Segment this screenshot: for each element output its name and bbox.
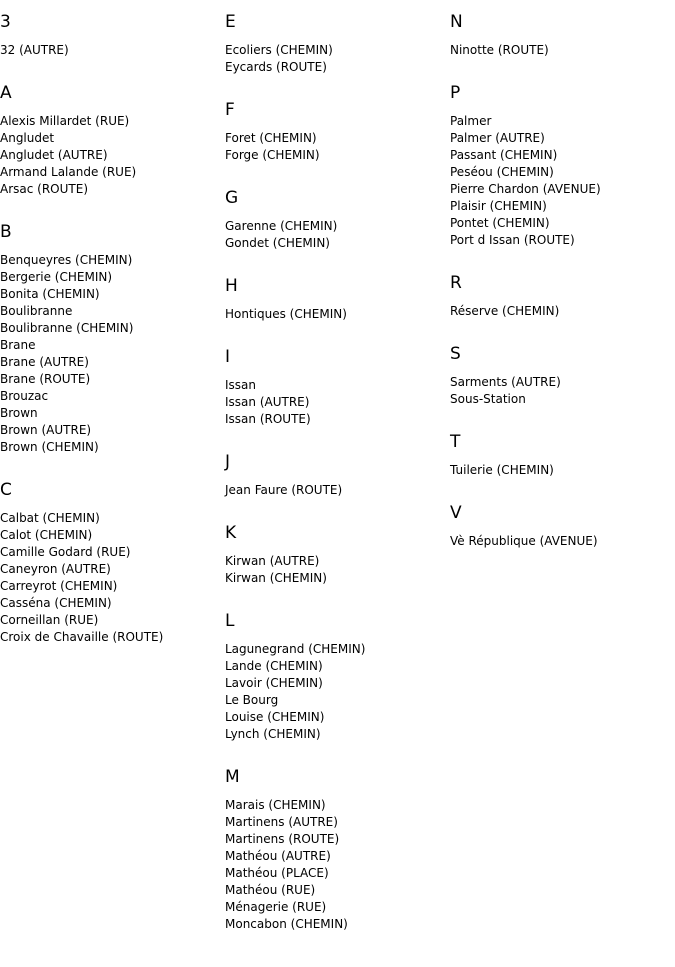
street-column-1	[0, 0, 220, 670]
street-link[interactable]: Alexis Millardet (RUE)	[0, 114, 130, 128]
street-link[interactable]: Lande (CHEMIN)	[225, 659, 323, 673]
street-link[interactable]: Vè République (AVENUE)	[450, 534, 598, 548]
street-link[interactable]: Garenne (CHEMIN)	[225, 219, 338, 233]
street-list	[225, 553, 445, 587]
street-list	[450, 462, 675, 479]
street-link[interactable]: Mathéou (RUE)	[225, 883, 316, 897]
street-link[interactable]: Calbat (CHEMIN)	[0, 511, 100, 525]
letter-heading: I	[225, 347, 231, 367]
street-column-3	[450, 0, 675, 574]
street-link[interactable]: Lagunegrand (CHEMIN)	[225, 642, 366, 656]
street-list	[450, 533, 675, 550]
letter-group	[225, 276, 445, 323]
street-link[interactable]: Gondet (CHEMIN)	[225, 236, 330, 250]
letter-heading: P	[450, 83, 461, 103]
street-link[interactable]: Louise (CHEMIN)	[225, 710, 325, 724]
street-link[interactable]: 32 (AUTRE)	[0, 43, 69, 57]
street-link[interactable]: Issan	[225, 378, 257, 392]
street-link[interactable]: Plaisir (CHEMIN)	[450, 199, 547, 213]
letter-group	[0, 222, 220, 456]
street-link[interactable]: Lavoir (CHEMIN)	[225, 676, 323, 690]
street-link[interactable]: Camille Godard (RUE)	[0, 545, 131, 559]
street-list	[225, 377, 445, 428]
street-link[interactable]: Pierre Chardon (AVENUE)	[450, 182, 601, 196]
street-link[interactable]: Benqueyres (CHEMIN)	[0, 253, 133, 267]
street-link[interactable]: Kirwan (CHEMIN)	[225, 571, 327, 585]
street-link[interactable]: Eycards (ROUTE)	[225, 60, 327, 74]
street-link[interactable]: Palmer	[450, 114, 492, 128]
letter-group	[225, 12, 445, 76]
letter-heading: A	[0, 83, 12, 103]
letter-heading: H	[225, 276, 238, 296]
street-list	[450, 374, 675, 408]
letter-heading: B	[0, 222, 12, 242]
street-link[interactable]: Forge (CHEMIN)	[225, 148, 320, 162]
street-list	[225, 641, 445, 743]
street-link[interactable]: Carreyrot (CHEMIN)	[0, 579, 118, 593]
street-link[interactable]: Mathéou (PLACE)	[225, 866, 329, 880]
letter-group	[225, 188, 445, 252]
street-list	[450, 113, 675, 249]
street-list	[225, 130, 445, 164]
street-link[interactable]: Hontiques (CHEMIN)	[225, 307, 347, 321]
street-link[interactable]: Marais (CHEMIN)	[225, 798, 326, 812]
street-link[interactable]: Martinens (ROUTE)	[225, 832, 340, 846]
letter-heading: 3	[0, 12, 11, 32]
letter-heading: G	[225, 188, 239, 208]
letter-heading: M	[225, 767, 240, 787]
street-link[interactable]: Issan (AUTRE)	[225, 395, 310, 409]
street-link[interactable]: Lynch (CHEMIN)	[225, 727, 321, 741]
street-link[interactable]: Brown (CHEMIN)	[0, 440, 99, 454]
street-link[interactable]: Croix de Chavaille (ROUTE)	[0, 630, 164, 644]
street-link[interactable]: Moncabon (CHEMIN)	[225, 917, 348, 931]
street-link[interactable]: Ménagerie (RUE)	[225, 900, 327, 914]
letter-group	[450, 344, 675, 408]
street-link[interactable]: Calot (CHEMIN)	[0, 528, 93, 542]
letter-group	[450, 12, 675, 59]
street-link[interactable]: Boulibranne	[0, 304, 73, 318]
street-link[interactable]: Arsac (ROUTE)	[0, 182, 89, 196]
letter-group	[450, 432, 675, 479]
street-link[interactable]: Peséou (CHEMIN)	[450, 165, 554, 179]
street-link[interactable]: Palmer (AUTRE)	[450, 131, 545, 145]
letter-group	[225, 100, 445, 164]
street-link[interactable]: Caneyron (AUTRE)	[0, 562, 111, 576]
street-link[interactable]: Brouzac	[0, 389, 49, 403]
street-list	[450, 303, 675, 320]
street-link[interactable]: Martinens (AUTRE)	[225, 815, 338, 829]
letter-group	[225, 611, 445, 743]
letter-heading: C	[0, 480, 12, 500]
street-list	[0, 42, 220, 59]
street-link[interactable]: Ecoliers (CHEMIN)	[225, 43, 333, 57]
letter-group	[450, 83, 675, 249]
street-link[interactable]: Port d Issan (ROUTE)	[450, 233, 575, 247]
street-list	[225, 42, 445, 76]
street-link[interactable]: Tuilerie (CHEMIN)	[450, 463, 554, 477]
street-link[interactable]: Le Bourg	[225, 693, 279, 707]
street-list	[225, 218, 445, 252]
street-link[interactable]: Sarments (AUTRE)	[450, 375, 561, 389]
street-link[interactable]: Boulibranne (CHEMIN)	[0, 321, 134, 335]
letter-heading: E	[225, 12, 236, 32]
street-list	[0, 510, 220, 646]
letter-group	[225, 347, 445, 428]
letter-group	[0, 480, 220, 646]
letter-heading: L	[225, 611, 235, 631]
street-link[interactable]: Corneillan (RUE)	[0, 613, 99, 627]
street-link[interactable]: Brane	[0, 338, 36, 352]
letter-group	[0, 83, 220, 198]
street-link[interactable]: Armand Lalande (RUE)	[0, 165, 137, 179]
street-link[interactable]: Mathéou (AUTRE)	[225, 849, 331, 863]
street-list	[450, 42, 675, 59]
letter-heading: S	[450, 344, 461, 364]
street-list	[225, 306, 445, 323]
street-list	[0, 252, 220, 456]
street-link[interactable]: Bergerie (CHEMIN)	[0, 270, 113, 284]
street-link[interactable]: Passant (CHEMIN)	[450, 148, 558, 162]
street-list	[225, 797, 445, 933]
street-link[interactable]: Kirwan (AUTRE)	[225, 554, 320, 568]
letter-group	[225, 452, 445, 499]
letter-heading: V	[450, 503, 462, 523]
letter-heading: J	[225, 452, 231, 472]
street-link[interactable]: Sous-Station	[450, 392, 526, 406]
street-link[interactable]: Jean Faure (ROUTE)	[225, 483, 343, 497]
letter-heading: N	[450, 12, 463, 32]
letter-heading: R	[450, 273, 462, 293]
street-link[interactable]: Bonita (CHEMIN)	[0, 287, 100, 301]
street-link[interactable]: Angludet (AUTRE)	[0, 148, 108, 162]
letter-group	[225, 523, 445, 587]
street-column-2	[225, 0, 445, 957]
letter-group	[225, 767, 445, 933]
street-link[interactable]: Brown	[0, 406, 38, 420]
street-list	[0, 113, 220, 198]
street-list	[225, 482, 445, 499]
street-link[interactable]: Brane (ROUTE)	[0, 372, 91, 386]
letter-heading: K	[225, 523, 237, 543]
letter-group	[450, 273, 675, 320]
letter-group	[0, 12, 220, 59]
street-link[interactable]: Réserve (CHEMIN)	[450, 304, 560, 318]
street-link[interactable]: Foret (CHEMIN)	[225, 131, 317, 145]
street-link[interactable]: Brown (AUTRE)	[0, 423, 92, 437]
letter-heading: T	[450, 432, 461, 452]
street-link[interactable]: Casséna (CHEMIN)	[0, 596, 112, 610]
street-link[interactable]: Pontet (CHEMIN)	[450, 216, 550, 230]
street-link[interactable]: Ninotte (ROUTE)	[450, 43, 549, 57]
letter-group	[450, 503, 675, 550]
street-link[interactable]: Issan (ROUTE)	[225, 412, 311, 426]
street-link[interactable]: Angludet	[0, 131, 55, 145]
letter-heading: F	[225, 100, 235, 120]
street-link[interactable]: Brane (AUTRE)	[0, 355, 89, 369]
